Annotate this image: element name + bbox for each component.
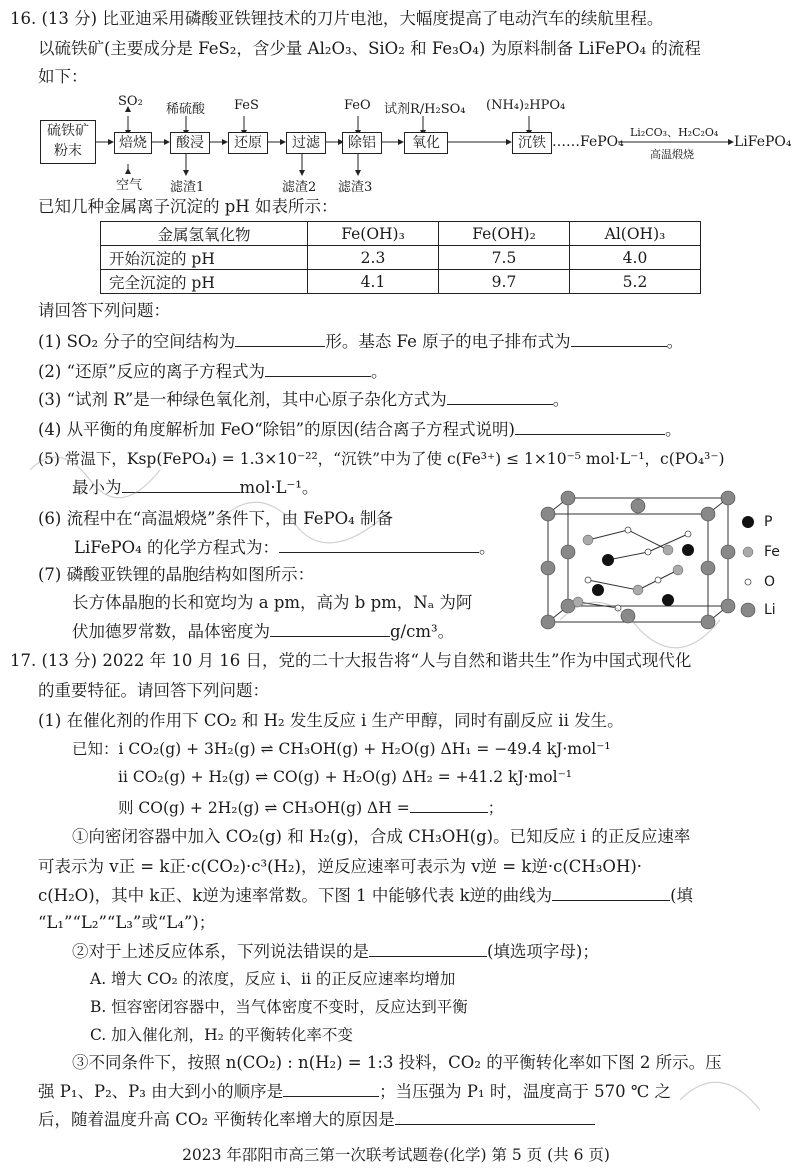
q16-part5-text-b: 最小为 [72, 478, 122, 497]
q16-part5-cont [72, 476, 318, 499]
crystal-cell-figure [528, 490, 786, 630]
answer-blank[interactable] [410, 796, 488, 813]
q17-sub1-line4: “L₁”“L₂”“L₃”或“L₄”)； [38, 913, 216, 932]
table-cell: 4.0 [570, 246, 701, 270]
q17-sub1-line3 [38, 884, 693, 907]
known-reaction-3-text: 则 CO(g) + 2H₂(g) ⇌ CH₃OH(g) ΔH = [118, 799, 410, 817]
q17-sub3-text-a: 强 P₁、P₂、P₃ 由大到小的顺序是 [38, 1082, 284, 1101]
q16-part1-text-a: (1) SO₂ 分子的空间结构为 [38, 332, 236, 351]
answer-blank[interactable] [279, 536, 479, 553]
page-footer: 2023 年邵阳市高三第一次联考试题卷(化学) 第 5 页 (共 6 页) [182, 1146, 610, 1164]
final-reagents: Li₂CO₃、H₂C₂O₄ [630, 126, 719, 139]
input-dilute-sulfuric-acid: 稀硫酸 [166, 102, 206, 117]
intermediate-fepo4: ……FePO₄ [552, 134, 624, 150]
answer-blank[interactable] [571, 330, 667, 347]
q16-header-line2: 以硫铁矿(主要成分是 FeS₂，含少量 Al₂O₃、SiO₂ 和 Fe₃O₄) 为原料制备 LiFePO₄ 的流程 [38, 39, 701, 58]
output-residue-1: 滤渣1 [170, 180, 205, 195]
step-oxidize-box: 氧化 [404, 132, 448, 154]
q17-sub1-hint: (填 [670, 886, 694, 905]
final-product: LiFePO₄ [734, 134, 792, 150]
option-c: C. 加入催化剂，H₂ 的平衡转化率不变 [90, 1026, 353, 1044]
q16-part6-cont [74, 536, 496, 559]
q16-part7-text-d: g/cm³。 [390, 622, 455, 641]
answer-blank[interactable] [447, 388, 553, 405]
answer-blank[interactable] [369, 940, 487, 957]
step-filter-box: 过滤 [286, 132, 326, 154]
q16-part5-text-c: mol·L⁻¹。 [239, 478, 319, 497]
step-acid-leach-box: 酸浸 [170, 132, 210, 154]
ph-table-header: 金属氢氧化物 [101, 222, 308, 246]
q17-sub2-text: ②对于上述反应体系，下列说法错误的是 [72, 942, 369, 961]
legend-p: P [764, 514, 773, 530]
q17-sub3-text-c: 后，随着温度升高 CO₂ 平衡转化率增大的原因是 [38, 1110, 395, 1129]
q16-part3-text-b: 。 [552, 390, 570, 409]
q17-sub2 [72, 940, 599, 963]
input-so2: SO₂ [118, 94, 143, 109]
q16-part1-text-c: 。 [666, 332, 684, 351]
q16-part2 [38, 360, 388, 383]
answer-blank[interactable] [122, 476, 240, 493]
answer-blank[interactable] [265, 360, 371, 377]
q16-part7: (7) 磷酸亚铁锂的晶胞结构如图所示： [38, 565, 315, 584]
legend-fe: Fe [764, 544, 780, 560]
option-b: B. 恒容密闭容器中，当气体密度不变时，反应达到平衡 [90, 998, 468, 1016]
start-material-line2: 粉末 [54, 143, 82, 159]
q16-part2-text-b: 。 [371, 362, 388, 381]
ph-table [100, 221, 701, 294]
ph-table-header: Fe(OH)₃ [308, 222, 439, 246]
table-cell: 7.5 [439, 246, 570, 270]
q16-part6-text-c: 。 [479, 538, 496, 557]
q16-part1-text-b: 形。基态 Fe 原子的电子排布式为 [325, 332, 571, 351]
input-air: 空气 [116, 178, 143, 193]
step-precipitate-fe-box: 沉铁 [512, 132, 552, 154]
q16-part7-cont2 [72, 620, 454, 643]
q17-sub3-line1: ③不同条件下，按照 n(CO₂) : n(H₂) = 1:3 投料，CO₂ 的平衡转化率如下图 2 所示。压 [72, 1053, 722, 1072]
unit-cell-diagram [528, 490, 786, 630]
step-reduce-box: 还原 [228, 132, 268, 154]
step-roast-box: 焙烧 [114, 132, 152, 154]
table-intro: 已知几种金属离子沉淀的 pH 如表所示： [38, 197, 338, 216]
q17-header-line2: 的重要特征。请回答下列问题： [38, 681, 269, 700]
answer-blank[interactable] [395, 1108, 595, 1125]
q17-sub1-text: c(H₂O)，其中 k正、k逆为速率常数。下图 1 中能够代表 k逆的曲线为 [38, 886, 553, 905]
input-ammonium-phosphate: (NH₄)₂HPO₄ [486, 98, 566, 113]
known-reaction-3-end: ； [487, 799, 504, 817]
q16-part3 [38, 388, 569, 411]
table-cell: 开始沉淀的 pH [101, 246, 308, 270]
table-cell: 5.2 [570, 270, 701, 294]
q17-sub2-hint: (填选项字母)； [487, 942, 599, 961]
ph-table-header: Al(OH)₃ [570, 222, 701, 246]
process-flow-diagram [38, 94, 792, 195]
questions-prompt: 请回答下列问题： [38, 301, 170, 320]
option-a: A. 增大 CO₂ 的浓度，反应 ⅰ、ⅱ 的正反应速率均增加 [90, 970, 456, 988]
q16-part7-cont1: 长方体晶胞的长和宽均为 a pm，高为 b pm，Nₐ 为阿 [72, 593, 473, 612]
step-remove-al-box: 除铝 [342, 132, 382, 154]
output-residue-3: 滤渣3 [338, 180, 373, 195]
q16-part3-text-a: (3) “试剂 R”是一种绿色氧化剂，其中心原子杂化方式为 [38, 390, 447, 409]
answer-blank[interactable] [515, 418, 665, 435]
q16-header-line1: 16. (13 分) 比亚迪采用磷酸亚铁锂技术的刀片电池，大幅度提高了电动汽车的续航里程。 [10, 9, 664, 28]
q16-header-line3: 如下： [38, 67, 88, 86]
q16-part5: (5) 常温下，Ksp(FePO₄) = 1.3×10⁻²²，“沉铁”中为了使 c(Fe³⁺) ≤ 1×10⁻⁵ mol·L⁻¹，c(PO₄³⁻) [38, 450, 725, 468]
known-reaction-3 [118, 796, 503, 819]
q16-part4-text-a: (4) 从平衡的角度解析加 FeO“除铝”的原因(结合离子方程式说明) [38, 420, 515, 439]
q17-sub3-line2 [38, 1080, 671, 1103]
answer-blank[interactable] [270, 620, 390, 637]
ph-table-header-row [101, 222, 701, 246]
q16-part6: (6) 流程中在“高温煅烧”条件下，由 FePO₄ 制备 [38, 509, 394, 528]
start-material-box [40, 120, 96, 164]
output-residue-2: 滤渣2 [282, 180, 317, 195]
legend-o: O [764, 574, 776, 590]
q16-part1 [38, 330, 683, 353]
final-condition: 高温煅烧 [650, 148, 694, 161]
table-cell: 2.3 [308, 246, 439, 270]
q17-part1: (1) 在催化剂的作用下 CO₂ 和 H₂ 发生反应 ⅰ 生产甲醇，同时有副反应 ⅱ 发生。 [38, 711, 624, 730]
q17-sub3-line3 [38, 1108, 595, 1131]
input-reagent-r: 试剂R/H₂SO₄ [384, 102, 466, 117]
q17-header-line1: 17. (13 分) 2022 年 10 月 16 日，党的二十大报告将“人与自然和谐共生”作为中国式现代化 [10, 651, 692, 670]
ph-table-header: Fe(OH)₂ [439, 222, 570, 246]
answer-blank[interactable] [235, 330, 325, 347]
q16-part4-text-b: 。 [664, 420, 682, 439]
table-row [101, 270, 701, 294]
known-reaction-1: 已知：ⅰ CO₂(g) + 3H₂(g) ⇌ CH₃OH(g) + H₂O(g) ΔH₁ = −49.4 kJ·mol⁻¹ [72, 740, 611, 758]
input-feo: FeO [344, 98, 371, 113]
start-material-line1: 硫铁矿 [47, 123, 89, 139]
q16-part6-text-b: LiFePO₄ 的化学方程式为： [74, 538, 280, 557]
table-cell: 4.1 [308, 270, 439, 294]
table-cell: 9.7 [439, 270, 570, 294]
q17-sub1-line2: 可表示为 v正 = k正·c(CO₂)·c³(H₂)，逆反应速率可表示为 v逆 = k逆·c(CH₃OH)· [38, 857, 643, 876]
legend-li: Li [764, 602, 776, 618]
answer-blank[interactable] [283, 1080, 379, 1097]
q16-part2-text-a: (2) “还原”反应的离子方程式为 [38, 362, 265, 381]
q16-part4 [38, 418, 681, 441]
q17-sub3-text-b: ；当压强为 P₁ 时，温度高于 570 ℃ 之 [379, 1082, 672, 1101]
known-reaction-2: ⅱ CO₂(g) + H₂(g) ⇌ CO(g) + H₂O(g) ΔH₂ = +41.2 kJ·mol⁻¹ [118, 768, 572, 786]
answer-blank[interactable] [552, 884, 670, 901]
table-row [101, 246, 701, 270]
q17-sub1-line1: ①向密闭容器中加入 CO₂(g) 和 H₂(g)，合成 CH₃OH(g)。已知反应 ⅰ 的正反应速率 [72, 827, 691, 846]
input-fes: FeS [234, 98, 259, 113]
q16-part7-text-c: 伏加德罗常数，晶体密度为 [72, 622, 270, 641]
table-cell: 完全沉淀的 pH [101, 270, 308, 294]
